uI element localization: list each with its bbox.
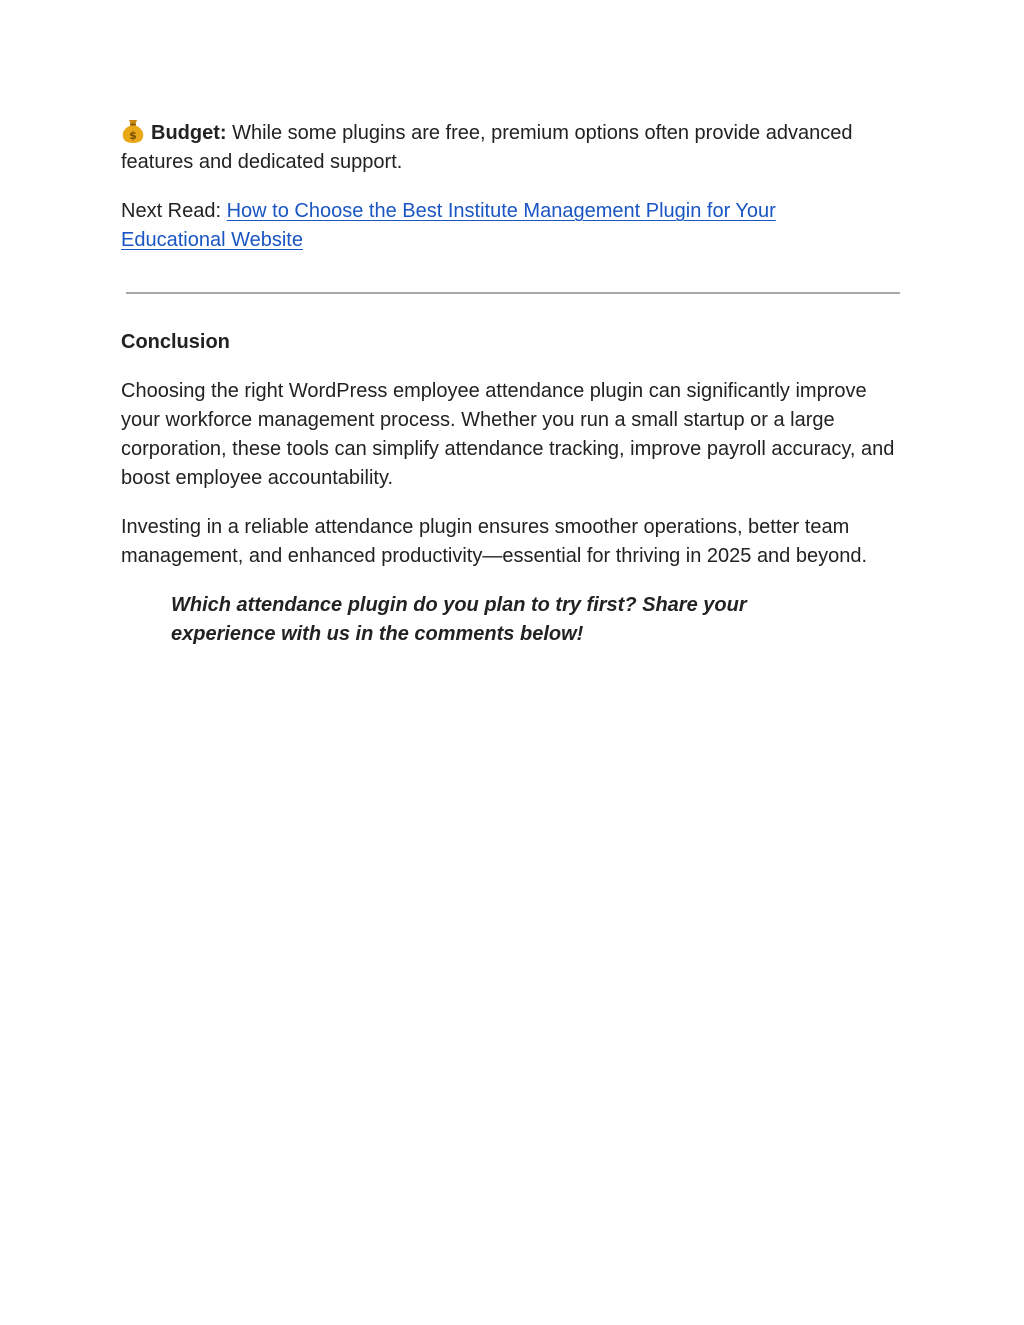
next-read-prefix: Next Read: bbox=[121, 200, 227, 222]
budget-paragraph bbox=[121, 118, 901, 177]
budget-label: Budget: bbox=[151, 122, 227, 144]
document-page bbox=[121, 118, 901, 649]
conclusion-paragraph-1: Choosing the right WordPress employee attendance plugin can significantly improve your workforce management process. Whether you run a small startup or a large corporation, these tools can simplify attendance tracking, improve payroll accuracy, and boost employee accountability. bbox=[121, 380, 895, 489]
next-read-link-line1: How to Choose the Best Institute Management Plugin for Your bbox=[226, 200, 776, 222]
next-read-paragraph bbox=[121, 197, 901, 255]
conclusion-heading: Conclusion bbox=[121, 331, 230, 353]
conclusion-paragraph-2: Investing in a reliable attendance plugin ensures smoother operations, better team management, and enhanced productivity—essential for thriving in 2025 and beyond. bbox=[121, 516, 868, 567]
svg-text:$: $ bbox=[129, 129, 137, 142]
next-read-link-line2: Educational Website bbox=[121, 229, 303, 251]
section-divider bbox=[126, 292, 900, 294]
budget-text: While some plugins are free, premium options often provide advanced features and dedicated support. bbox=[121, 122, 853, 173]
money-bag-icon bbox=[121, 118, 145, 144]
closing-question-quote: Which attendance plugin do you plan to try first? Share your experience with us in the comments below! bbox=[171, 594, 747, 645]
